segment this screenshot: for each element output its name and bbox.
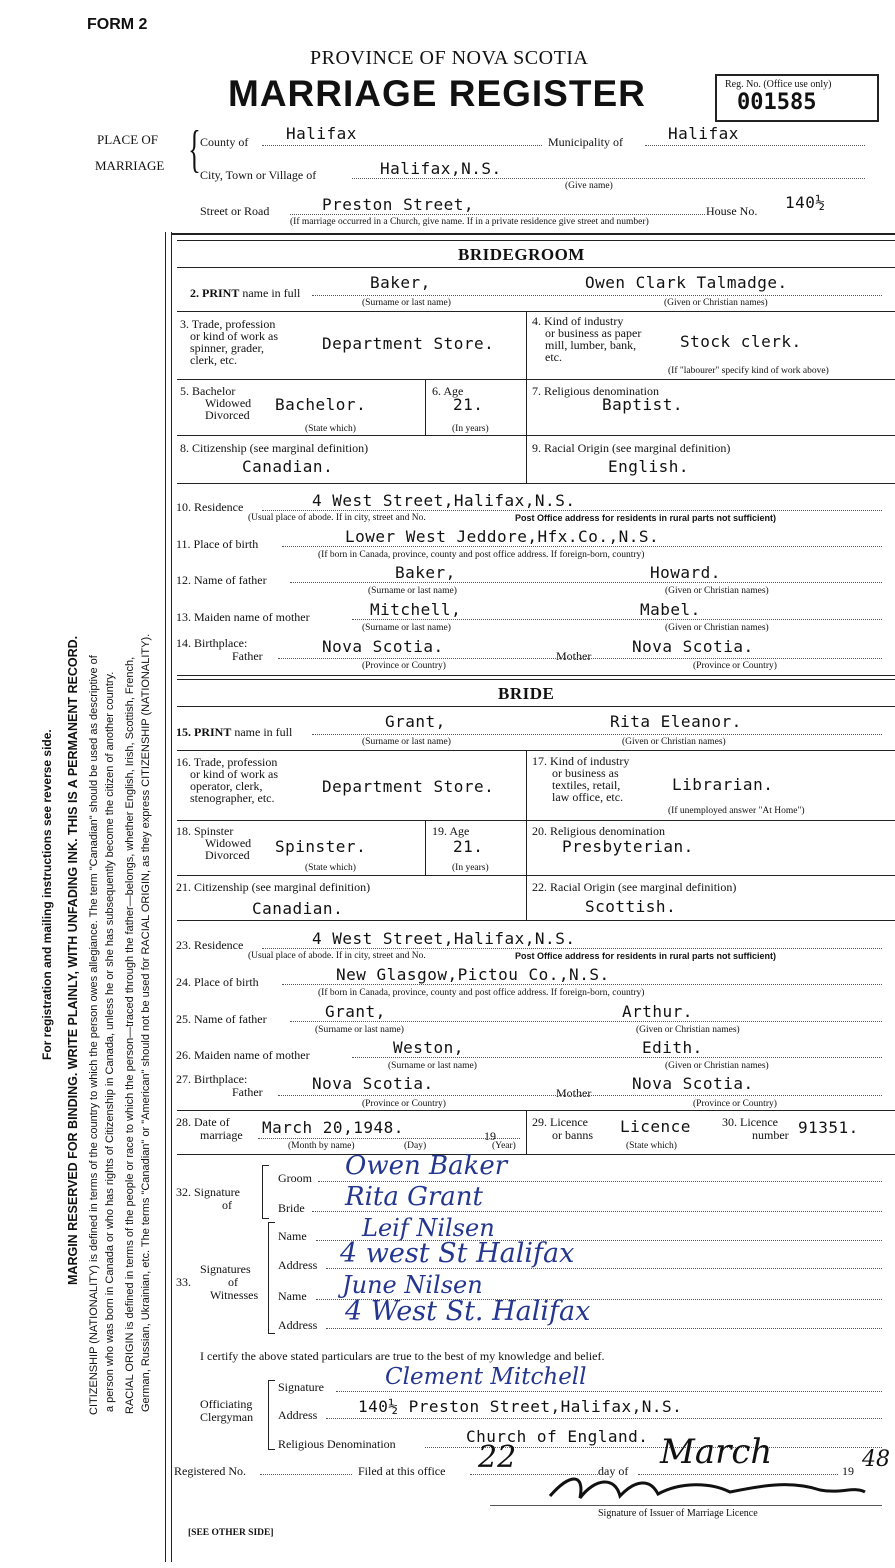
marriage-date-line <box>258 1138 520 1139</box>
groom-heading-rule <box>177 267 895 268</box>
marriage-divider <box>526 1110 527 1154</box>
groom-f2-num: 2. PRINT name in full <box>190 286 301 300</box>
groom-surname-caption: (Surname or last name) <box>362 298 451 308</box>
groom-residence: 4 West Street,Halifax,N.S. <box>312 491 576 510</box>
bride-industry: Librarian. <box>672 775 774 794</box>
bride-heading: BRIDE <box>498 684 555 703</box>
form-number: FORM 2 <box>87 16 148 33</box>
bride-f20: 20. Religious denomination <box>532 824 665 838</box>
groom-age: 21. <box>453 395 484 414</box>
w1-address-label: Address <box>278 1258 318 1272</box>
county-line <box>262 145 542 146</box>
groom-birthplace: Lower West Jeddore,Hfx.Co.,N.S. <box>345 527 660 546</box>
w2-address-line <box>326 1328 882 1329</box>
bride-f18-l1: 18. Spinster <box>176 824 234 838</box>
f33-c: Witnesses <box>210 1288 259 1302</box>
bride-f17-l4: law office, etc. <box>552 790 624 804</box>
groom-f14-b: Father <box>232 649 263 663</box>
bride-mother-surname-cap: (Surname or last name) <box>388 1061 477 1071</box>
w1-address-line <box>326 1268 882 1269</box>
bride-trade: Department Store. <box>322 777 495 796</box>
city-label: City, Town or Village of <box>200 168 317 182</box>
bride-given: Rita Eleanor. <box>610 712 742 731</box>
groom-heading: BRIDEGROOM <box>458 245 585 264</box>
licence-type: Licence <box>620 1117 691 1136</box>
groom-state-which: (State which) <box>305 424 356 434</box>
bride-state-which: (State which) <box>305 863 356 873</box>
bride-birth-caption: (If born in Canada, province, county and post office address. If foreign-born, country) <box>318 988 645 998</box>
bride-f26: 26. Maiden name of mother <box>176 1048 310 1062</box>
reg-no-box <box>715 74 879 122</box>
f29-b: or banns <box>552 1128 593 1142</box>
place-label-2: MARRIAGE <box>95 158 165 173</box>
groom-birthplace-line <box>282 546 882 547</box>
groom-f14-a: 14. Birthplace: <box>176 636 248 650</box>
reg-no-label: Reg. No. (Office use only) <box>725 79 832 90</box>
bride-in-years: (In years) <box>452 863 489 873</box>
marriage-19: 19 <box>484 1129 496 1143</box>
licence-state-caption: (State which) <box>626 1141 677 1151</box>
bride-prov-cap-2: (Province or Country) <box>693 1099 777 1109</box>
groom-age-divider-r <box>526 379 527 435</box>
clergy-address-label: Address <box>278 1408 318 1422</box>
clergy-address-line <box>326 1418 882 1419</box>
margin-line-1: For registration and mailing instructions see reverse side. <box>40 729 54 1060</box>
marriage-row-rule <box>177 1110 895 1111</box>
groom-mother-bp: Nova Scotia. <box>632 637 754 656</box>
marriage-date: March 20,1948. <box>262 1118 404 1137</box>
municipality-label: Municipality of <box>548 135 623 149</box>
groom-mother-given: Mabel. <box>640 600 701 619</box>
groom-f4-l2: or business as paper <box>545 326 642 340</box>
f33-no: 33. <box>176 1275 191 1289</box>
f29-a: 29. Licence <box>532 1115 588 1129</box>
bride-age-divider-r <box>526 820 527 875</box>
filed-day: 22 <box>478 1440 517 1475</box>
bride-f25: 25. Name of father <box>176 1012 267 1026</box>
box-top <box>171 233 895 235</box>
county-value: Halifax <box>286 124 357 143</box>
bride-father-line <box>290 1021 882 1022</box>
w2-name: June Nilsen <box>342 1271 483 1299</box>
licence-number: 91351. <box>798 1118 859 1137</box>
f33-a: Signatures <box>200 1262 251 1276</box>
issuer-caption: Signature of Issuer of Marriage Licence <box>598 1508 758 1519</box>
groom-f3-l1: 3. Trade, profession <box>180 317 276 331</box>
groom-bp-line <box>278 658 882 659</box>
margin-line-6: German, Russian, Ukrainian, etc. The terms "Canadian" or "American" should not be used for RACIAL ORIGIN, as they express CITIZENSHIP (NATIONALITY). <box>140 633 152 1412</box>
bride-f19: 19. Age <box>432 824 470 838</box>
groom-f13: 13. Maiden name of mother <box>176 610 310 624</box>
filed-month: March <box>660 1432 773 1472</box>
bride-f17-l3: textiles, retail, <box>552 778 621 792</box>
bride-religion: Presbyterian. <box>562 837 694 856</box>
groom-father-line <box>290 582 882 583</box>
groom-f8: 8. Citizenship (see marginal definition) <box>180 441 369 455</box>
bride-row4-rule <box>177 875 895 876</box>
groom-f3-l2: or kind of work as <box>190 329 278 343</box>
groom-trade: Department Store. <box>322 334 495 353</box>
officiating-a: Officiating <box>200 1397 253 1411</box>
bride-f18-l2: Widowed <box>205 836 252 850</box>
street-label: Street or Road <box>200 204 270 218</box>
groom-f4-l4: etc. <box>545 350 562 364</box>
bride-name-line <box>312 734 882 735</box>
bride-father-surname: Grant, <box>325 1002 386 1021</box>
groom-sig-label: Groom <box>278 1171 312 1185</box>
groom-residence-line <box>262 510 882 511</box>
w1-name: Leif Nilsen <box>362 1214 495 1242</box>
groom-industry: Stock clerk. <box>680 332 802 351</box>
bride-f18-l3: Divorced <box>205 848 250 862</box>
bride-heading-rule-top2 <box>177 679 895 680</box>
bride-bp-line <box>278 1095 882 1096</box>
bride-residence-line <box>262 948 882 949</box>
groom-f6: 6. Age <box>432 384 464 398</box>
groom-f4-caption: (If "labourer" specify kind of work above) <box>668 366 829 376</box>
month-caption: (Month by name) <box>288 1141 355 1151</box>
clergy-denom-label: Religious Denomination <box>278 1437 396 1451</box>
groom-f3-l4: clerk, etc. <box>190 353 237 367</box>
registered-label: Registered No. <box>174 1464 246 1478</box>
bride-age: 21. <box>453 837 484 856</box>
groom-father-given-cap: (Given or Christian names) <box>665 586 769 596</box>
bride-status: Spinster. <box>275 837 367 856</box>
groom-father-surname-cap: (Surname or last name) <box>368 586 457 596</box>
groom-f7: 7. Religious denomination <box>532 384 659 398</box>
groom-father-surname: Baker, <box>395 563 456 582</box>
give-name-caption: (Give name) <box>565 181 613 191</box>
margin-line-5: RACIAL ORIGIN is defined in terms of the people or race to which the person—traced through the father—belongs, whether English, Irish, Scottish, French, <box>124 656 136 1414</box>
f30-b: number <box>752 1128 789 1142</box>
reg-no-value: 001585 <box>737 90 817 115</box>
groom-res-caption-b: Post Office address for residents in rural parts not sufficient) <box>515 513 777 523</box>
bride-res-caption-b: Post Office address for residents in rural parts not sufficient) <box>515 951 777 961</box>
bride-father-given-cap: (Given or Christian names) <box>636 1025 740 1035</box>
witness-brace <box>268 1222 275 1334</box>
bride-f16-l4: stenographer, etc. <box>190 791 275 805</box>
w2-address-label: Address <box>278 1318 318 1332</box>
day-of-label: day of <box>598 1464 629 1478</box>
bride-birthplace-line <box>282 984 882 985</box>
box-left-edge-outer <box>165 232 166 1562</box>
bride-f16-l1: 16. Trade, profession <box>176 755 278 769</box>
clergy-brace <box>268 1380 275 1450</box>
bride-res-caption-a: (Usual place of abode. If in city, street and No. <box>248 951 426 961</box>
groom-mother-given-cap: (Given or Christian names) <box>665 623 769 633</box>
groom-f11: 11. Place of birth <box>176 537 259 551</box>
groom-row2-divider <box>526 311 527 379</box>
bride-father-bp: Nova Scotia. <box>312 1074 434 1093</box>
groom-prov-cap-1: (Province or Country) <box>362 661 446 671</box>
signature-row-rule <box>177 1154 895 1155</box>
bride-f15: 15. PRINT name in full <box>176 725 293 739</box>
street-value: Preston Street, <box>322 195 474 214</box>
groom-res-caption-a: (Usual place of abode. If in city, street and No. <box>248 513 426 523</box>
filed-19: 19 <box>842 1464 854 1478</box>
bride-mother-label: Mother <box>556 1086 592 1100</box>
groom-mother-surname: Mitchell, <box>370 600 462 619</box>
bride-f16-l3: operator, clerk, <box>190 779 263 793</box>
groom-heading-rule-top <box>177 240 895 241</box>
f33-b: of <box>228 1275 238 1289</box>
groom-given: Owen Clark Talmadge. <box>585 273 788 292</box>
bride-mother-line <box>352 1057 882 1058</box>
bride-f17-l2: or business as <box>552 766 619 780</box>
groom-f5-l3: Divorced <box>205 408 250 422</box>
groom-father-given: Howard. <box>650 563 721 582</box>
clergy-address: 140½ Preston Street,Halifax,N.S. <box>358 1397 683 1416</box>
bride-mother-given-cap: (Given or Christian names) <box>665 1061 769 1071</box>
bride-f17-l1: 17. Kind of industry <box>532 754 630 768</box>
margin-line-2: MARGIN RESERVED FOR BINDING. WRITE PLAINLY, WITH UNFADING INK. THIS IS A PERMANENT RECORD. <box>66 635 80 1285</box>
f28-b: marriage <box>200 1128 243 1142</box>
bride-racial: Scottish. <box>585 897 677 916</box>
groom-f4-l3: mill, lumber, bank, <box>545 338 637 352</box>
bride-f17-caption: (If unemployed answer "At Home") <box>668 806 805 816</box>
bride-f21: 21. Citizenship (see marginal definition) <box>176 880 371 894</box>
bride-prov-cap-1: (Province or Country) <box>362 1099 446 1109</box>
filed-year: 48 <box>862 1447 890 1472</box>
city-line <box>352 178 865 179</box>
bride-heading-rule <box>177 706 895 707</box>
groom-row4-rule <box>177 435 895 436</box>
bride-f27-a: 27. Birthplace: <box>176 1072 248 1086</box>
w1-address: 4 west St Halifax <box>340 1238 575 1269</box>
margin-line-3: CITIZENSHIP (NATIONALITY) is defined in terms of the country to which the person owes allegiance. The term "Canadian" should be used as descriptive of <box>88 655 100 1415</box>
f32-b: of <box>222 1198 232 1212</box>
groom-mother-surname-cap: (Surname or last name) <box>362 623 451 633</box>
f32-a: 32. Signature <box>176 1185 240 1199</box>
f28-a: 28. Date of <box>176 1115 230 1129</box>
groom-prov-cap-2: (Province or Country) <box>693 661 777 671</box>
bride-signature: Rita Grant <box>345 1182 483 1212</box>
page-title: MARRIAGE REGISTER <box>228 73 646 114</box>
county-label: County of <box>200 135 249 149</box>
groom-mother-label: Mother <box>556 649 592 663</box>
bride-mother-surname: Weston, <box>393 1038 464 1057</box>
street-line <box>290 214 705 215</box>
groom-f4-l1: 4. Kind of industry <box>532 314 624 328</box>
bride-f27-b: Father <box>232 1085 263 1099</box>
bride-residence: 4 West Street,Halifax,N.S. <box>312 929 576 948</box>
bride-row4-divider <box>526 875 527 920</box>
w1-name-label: Name <box>278 1229 307 1243</box>
groom-f5-l1: 5. Bachelor <box>180 384 236 398</box>
groom-f10: 10. Residence <box>176 500 244 514</box>
municipality-line <box>645 145 865 146</box>
groom-surname: Baker, <box>370 273 431 292</box>
city-value: Halifax,N.S. <box>380 159 502 178</box>
groom-father-bp: Nova Scotia. <box>322 637 444 656</box>
groom-row3-rule <box>177 379 895 380</box>
province-heading: PROVINCE OF NOVA SCOTIA <box>310 47 589 69</box>
house-label: House No. <box>706 204 758 218</box>
issuer-signature-mark <box>540 1468 870 1504</box>
groom-citizenship: Canadian. <box>242 457 334 476</box>
filed-label: Filed at this office <box>358 1464 446 1478</box>
bride-surname-caption: (Surname or last name) <box>362 737 451 747</box>
clergy-signature: Clement Mitchell <box>385 1364 587 1390</box>
bride-row2-rule <box>177 750 895 751</box>
groom-birth-caption: (If born in Canada, province, county and post office address. If foreign-born, country) <box>318 550 645 560</box>
bride-row3-rule <box>177 820 895 821</box>
bride-mother-given: Edith. <box>642 1038 703 1057</box>
place-brace: { <box>188 121 201 178</box>
box-left-edge-inner <box>171 232 172 1562</box>
bride-f22: 22. Racial Origin (see marginal definition) <box>532 880 737 894</box>
place-label-1: PLACE OF <box>97 132 159 147</box>
year-caption: (Year) <box>492 1141 516 1151</box>
see-other-side: [SEE OTHER SIDE] <box>188 1528 274 1538</box>
registered-line <box>260 1474 352 1475</box>
margin-line-4: a person who was born in Canada or who has rights of Citizenship in Canada, unless he or she has subsequently become the citizen of another country. <box>104 671 116 1412</box>
groom-f5-l2: Widowed <box>205 396 252 410</box>
church-note: (If marriage occurred in a Church, give name. If in a private residence give street and number) <box>290 217 649 227</box>
groom-row2-rule <box>177 311 895 312</box>
issuer-line <box>490 1505 882 1506</box>
bride-father-surname-cap: (Surname or last name) <box>315 1025 404 1035</box>
groom-f3-l3: spinner, grader, <box>190 341 265 355</box>
w2-address: 4 West St. Halifax <box>345 1296 591 1327</box>
f30-a: 30. Licence <box>722 1115 778 1129</box>
officiating-b: Clergyman <box>200 1410 254 1424</box>
bride-sig-label: Bride <box>278 1201 305 1215</box>
groom-status: Bachelor. <box>275 395 367 414</box>
groom-mother-line <box>352 619 882 620</box>
bride-f16-l2: or kind of work as <box>190 767 278 781</box>
day-caption: (Day) <box>404 1141 427 1151</box>
groom-row4-divider <box>526 435 527 483</box>
bride-sig-line <box>312 1211 882 1212</box>
bride-f23: 23. Residence <box>176 938 244 952</box>
clergy-sig-label: Signature <box>278 1380 324 1394</box>
groom-age-divider-l <box>425 379 426 435</box>
bride-given-caption: (Given or Christian names) <box>622 737 726 747</box>
clergy-sig-line <box>336 1391 882 1392</box>
bride-father-given: Arthur. <box>622 1002 693 1021</box>
bride-birthplace: New Glasgow,Pictou Co.,N.S. <box>336 965 610 984</box>
bride-f24: 24. Place of birth <box>176 975 259 989</box>
groom-row5-rule <box>177 483 895 484</box>
house-value: 140½ <box>785 193 826 212</box>
bride-mother-bp: Nova Scotia. <box>632 1074 754 1093</box>
groom-religion: Baptist. <box>602 395 684 414</box>
groom-f12: 12. Name of father <box>176 573 267 587</box>
w2-name-label: Name <box>278 1289 307 1303</box>
bride-row2-divider <box>526 750 527 820</box>
municipality-value: Halifax <box>668 124 739 143</box>
bride-surname: Grant, <box>385 712 446 731</box>
sig-brace <box>262 1165 269 1219</box>
groom-f9: 9. Racial Origin (see marginal definition) <box>532 441 731 455</box>
groom-given-caption: (Given or Christian names) <box>664 298 768 308</box>
bride-age-divider-l <box>425 820 426 875</box>
bride-citizenship: Canadian. <box>252 899 344 918</box>
bride-row5-rule <box>177 920 895 921</box>
groom-racial: English. <box>608 457 690 476</box>
groom-in-years: (In years) <box>452 424 489 434</box>
groom-signature: Owen Baker <box>345 1151 508 1181</box>
clergy-denom: Church of England. <box>466 1427 649 1446</box>
certify-statement: I certify the above stated particulars are true to the best of my knowledge and belief. <box>200 1349 605 1363</box>
groom-name-line <box>312 295 882 296</box>
bride-heading-rule-top <box>177 675 895 676</box>
